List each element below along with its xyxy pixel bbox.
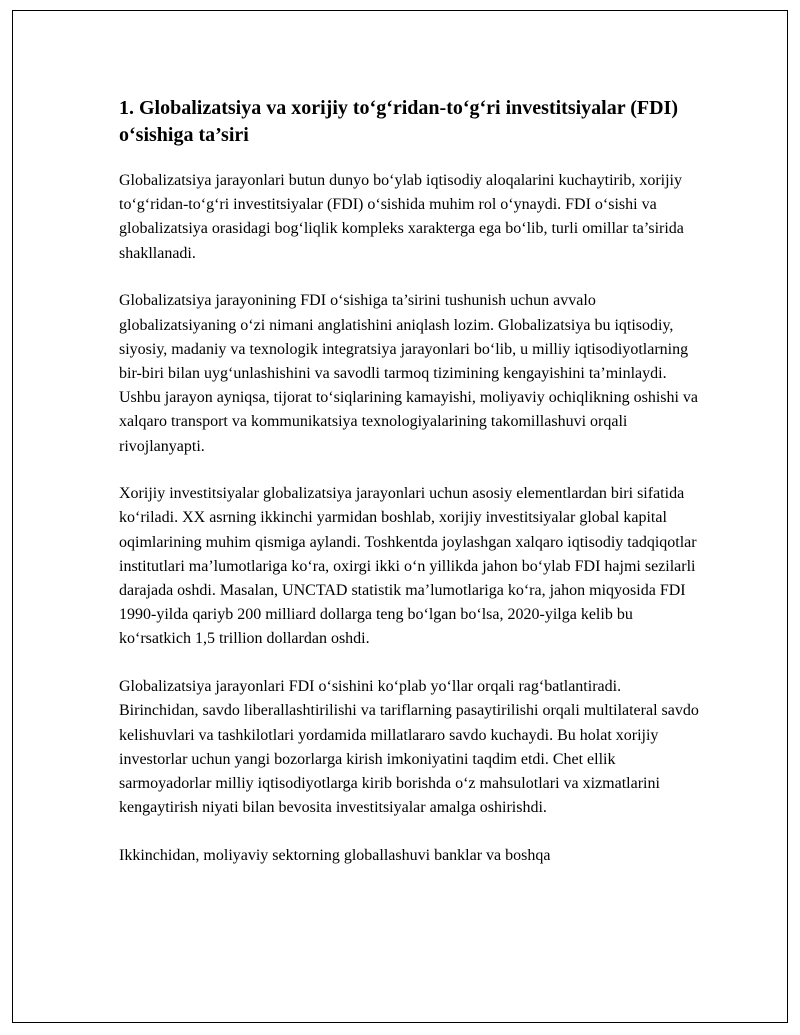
paragraph-5: Ikkinchidan, moliyaviy sektorning globallashuvi banklar va boshqa: [119, 846, 551, 864]
document-body: [119, 95, 704, 892]
paragraph-1: Globalizatsiya jarayonlari butun dunyo bo‘ylab iqtisodiy aloqalarini kuchaytirib, xorijiy to‘g‘ridan-to‘g‘ri investitsiyalar (FDI) o‘sishida muhim rol o‘ynaydi. FDI o‘sishi va globalizatsiya orasidagi bog‘liqlik kompleks xarakterga ega bo‘lib, turli omillar ta’sirida shakllanadi.: [119, 172, 684, 262]
paragraph-2: Globalizatsiya jarayonining FDI o‘sishiga ta’sirini tushunish uchun avvalo globalizatsiyaning o‘zi nimani anglatishini aniqlash lozim. Globalizatsiya bu iqtisodiy, siyosiy, madaniy va texnologik integratsiya jarayonlari bo‘lib, u milliy iqtisodiyotlarning bir-biri bilan uyg‘unlashishini va savodli tarmoq tizimining kengayishini ta’minlaydi. Ushbu jarayon ayniqsa, tijorat to‘siqlarining kamayishi, moliyaviy ochiqlikning oshishi va xalqaro transport va kommunikatsiya texnologiyalarining takomillashuvi orqali rivojlanyapti.: [119, 292, 699, 455]
paragraph-4: Globalizatsiya jarayonlari FDI o‘sishini ko‘plab yo‘llar orqali rag‘batlantiradi. Birinchidan, savdo liberallashtirilishi va tariflarning pasaytirilishi orqali multilateral savdo kelishuvlari va tashkilotlari yordamida millatlararo savdo kuchaydi. Bu holat xorijiy investorlar uchun yangi bozorlarga kirish imkoniyatini taqdim etdi. Chet ellik sarmoyadorlar milliy iqtisodiyotlarga kirib borishda o‘z mahsulotlari va xizmatlarini kengaytirish niyati bilan bevosita investitsiyalar amalga oshirishdi.: [119, 678, 699, 817]
paragraph-3: Xorijiy investitsiyalar globalizatsiya jarayonlari uchun asosiy elementlardan biri sifatida ko‘riladi. XX asrning ikkinchi yarmidan boshlab, xorijiy investitsiyalar global kapital oqimlarining muhim qismiga aylandi. Toshkentda joylashgan xalqaro iqtisodiy tadqiqotlar institutlari ma’lumotlariga ko‘ra, oxirgi ikki o‘n yillikda jahon bo‘ylab FDI hajmi sezilarli darajada oshdi. Masalan, UNCTAD statistik ma’lumotlariga ko‘ra, jahon miqyosida FDI 1990-yilda qariyb 200 milliard dollarga teng bo‘lgan bo‘lsa, 2020-yilga kelib bu ko‘rsatkich 1,5 trillion dollardan oshdi.: [119, 485, 697, 648]
section-heading: 1. Globalizatsiya va xorijiy to‘g‘ridan-to‘g‘ri investitsiyalar (FDI) o‘sishiga ta’siri: [119, 97, 679, 146]
document-page: [12, 10, 788, 1023]
